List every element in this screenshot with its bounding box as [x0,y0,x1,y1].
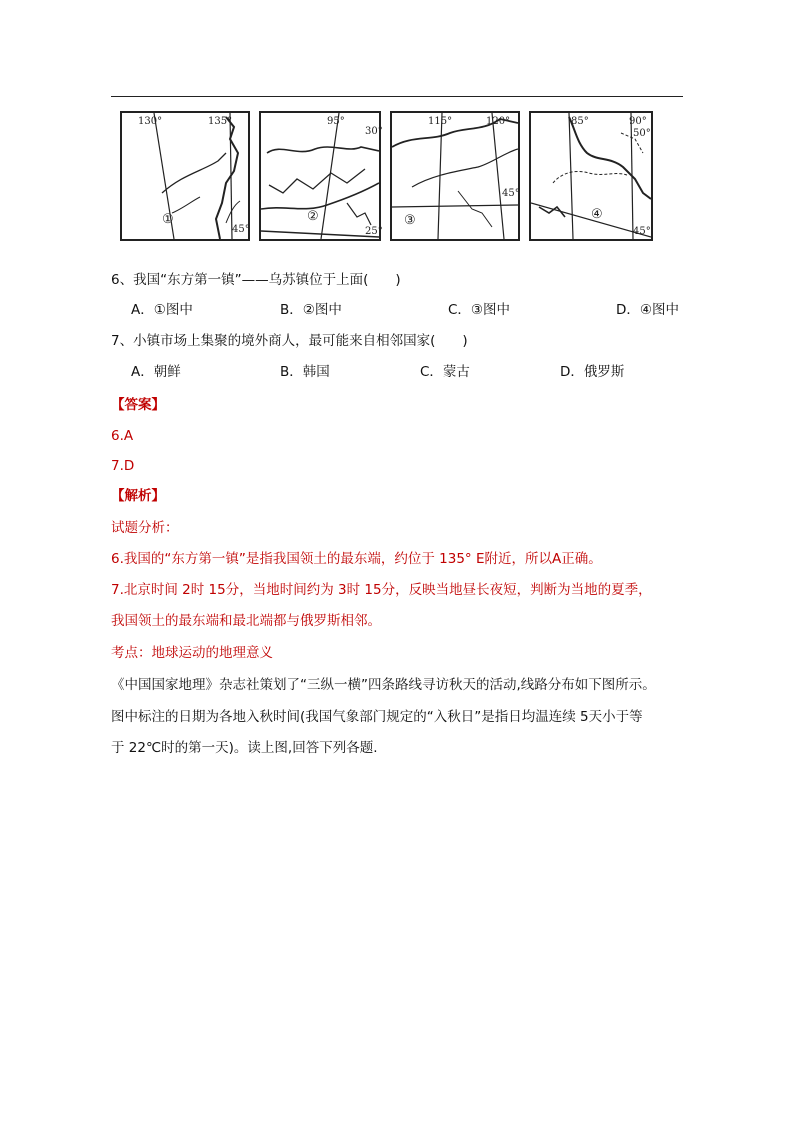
map-2 [259,111,381,241]
analysis-line-3: 我国领土的最东端和最北端都与俄罗斯相邻。 [111,613,381,629]
question-7-option-a: A．朝鲜 [131,364,181,380]
question-7-stem: 7、小镇市场上集聚的境外商人，最可能来自相邻国家( ) [111,333,468,349]
question-6-option-d: D．④图中 [616,302,679,318]
map-1-lon-130: 130° [138,116,163,127]
map-3-number: ③ [404,213,416,228]
map-3 [390,111,520,241]
map-1-lat-45: 45° [232,224,250,235]
question-7-option-c: C．蒙古 [420,364,470,380]
analysis-heading: 【解析】 [111,488,165,504]
header-rule [111,96,683,97]
map-4-number: ④ [591,207,603,222]
analysis-line-1: 6.我国的“东方第一镇”是指我国领土的最东端，约位于 135° E附近，所以A正确。 [111,551,602,567]
answer-heading: 【答案】 [111,397,165,413]
analysis-line-2: 7.北京时间 2时 15分，当地时间约为 3时 15分，反映当地昼长夜短，判断为当地的夏季， [111,582,652,598]
map-2-lat-30: 30° [365,126,383,137]
map-4-lat-50: 50° [633,128,651,139]
map-1-number: ① [162,212,174,227]
map-2-lat-25: 25° [365,226,383,237]
question-6-option-c: C．③图中 [448,302,511,318]
passage-line-1: 《中国国家地理》杂志社策划了“三纵一横”四条路线寻访秋天的活动,线路分布如下图所示。 [111,677,656,693]
analysis-intro: 试题分析： [111,520,179,536]
passage-line-2: 图中标注的日期为各地入秋时间(我国气象部门规定的“入秋日”是指日均温连续 5天小于等 [111,709,643,725]
map-2-lines [261,113,379,239]
map-4-lat-45: 45° [633,226,651,237]
map-1-lines [122,113,248,239]
map-3-lon-115: 115° [428,116,453,127]
map-4 [529,111,653,241]
question-6-option-a: A．①图中 [131,302,193,318]
map-4-lon-85: 85° [571,116,589,127]
map-2-lon-95: 95° [327,116,345,127]
kaodian: 考点：地球运动的地理意义 [111,645,273,661]
answer-6: 6.A [111,428,134,444]
question-6-stem: 6、我国“东方第一镇”——乌苏镇位于上面( ) [111,272,401,288]
map-3-lat-45: 45° [502,188,520,199]
question-7-option-d: D．俄罗斯 [560,364,625,380]
question-6-option-b: B．②图中 [280,302,342,318]
map-2-number: ② [307,209,319,224]
map-4-lon-90: 90° [629,116,647,127]
map-1 [120,111,250,241]
map-3-lon-120: 120° [486,116,511,127]
question-7-option-b: B．韩国 [280,364,330,380]
passage-line-3: 于 22℃时的第一天)。读上图,回答下列各题. [111,740,378,756]
map-1-lon-135: 135° [208,116,233,127]
answer-7: 7.D [111,458,135,474]
